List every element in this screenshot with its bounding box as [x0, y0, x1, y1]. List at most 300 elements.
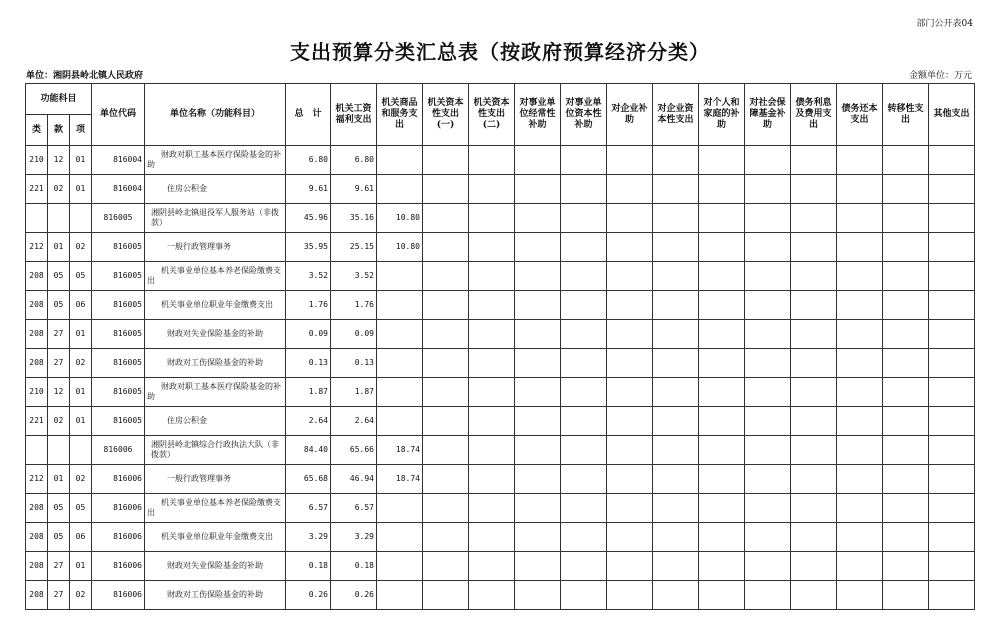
empty-cell: [883, 262, 929, 291]
empty-cell: [423, 233, 469, 262]
unit-name-text: 机关事业单位基本养老保险缴费支出: [147, 266, 281, 285]
empty-cell: [469, 465, 515, 494]
empty-cell: [515, 552, 561, 581]
empty-cell: [837, 291, 883, 320]
total-cell: 9.61: [286, 175, 331, 204]
empty-cell: [515, 407, 561, 436]
xiang-cell: 06: [70, 291, 92, 320]
empty-cell: [561, 581, 607, 610]
empty-cell: [515, 378, 561, 407]
empty-cell: [561, 378, 607, 407]
table-row: [26, 291, 975, 320]
empty-cell: [837, 233, 883, 262]
kuan-cell: 27: [48, 581, 70, 610]
empty-cell: [515, 349, 561, 378]
empty-cell: [561, 552, 607, 581]
empty-cell: [469, 291, 515, 320]
xiang-cell: [70, 436, 92, 465]
xiang-cell: 01: [70, 407, 92, 436]
empty-cell: [653, 320, 699, 349]
table-body: [26, 146, 975, 610]
wage-cell: 0.13: [331, 349, 377, 378]
kuan-cell: 27: [48, 552, 70, 581]
table-row: [26, 378, 975, 407]
empty-cell: [791, 436, 837, 465]
empty-cell: [423, 320, 469, 349]
empty-cell: [791, 349, 837, 378]
unit-name-cell: [145, 523, 286, 552]
table-row: [26, 262, 975, 291]
empty-cell: [469, 378, 515, 407]
header-xiang: 项: [70, 115, 92, 146]
empty-cell: [653, 494, 699, 523]
empty-cell: [745, 494, 791, 523]
empty-cell: [423, 146, 469, 175]
empty-cell: [423, 204, 469, 233]
wage-cell: 3.52: [331, 262, 377, 291]
empty-cell: [515, 581, 561, 610]
empty-cell: [837, 407, 883, 436]
empty-cell: [883, 523, 929, 552]
header-col: 对个人和家庭的补助: [699, 84, 745, 146]
header-col: 对企业资本性支出: [653, 84, 699, 146]
empty-cell: [469, 233, 515, 262]
empty-cell: [837, 465, 883, 494]
empty-cell: [653, 552, 699, 581]
empty-cell: [515, 436, 561, 465]
kuan-cell: [48, 436, 70, 465]
wage-cell: 25.15: [331, 233, 377, 262]
empty-cell: [699, 349, 745, 378]
total-cell: 0.13: [286, 349, 331, 378]
unit-name-cell: 一般行政管理事务: [145, 233, 286, 262]
wage-cell: 2.64: [331, 407, 377, 436]
empty-cell: [607, 175, 653, 204]
empty-cell: [837, 204, 883, 233]
unit-name-text: 机关事业单位基本养老保险缴费支出: [147, 498, 281, 517]
total-cell: 1.87: [286, 378, 331, 407]
empty-cell: [929, 523, 975, 552]
lei-cell: 208: [26, 581, 48, 610]
empty-cell: [699, 581, 745, 610]
empty-cell: [883, 378, 929, 407]
goods-cell: 18.74: [377, 436, 423, 465]
empty-cell: [837, 523, 883, 552]
lei-cell: 208: [26, 494, 48, 523]
goods-cell: [377, 175, 423, 204]
empty-cell: [883, 233, 929, 262]
total-cell: 3.29: [286, 523, 331, 552]
lei-cell: 208: [26, 552, 48, 581]
empty-cell: [423, 523, 469, 552]
empty-cell: [423, 552, 469, 581]
empty-cell: [699, 291, 745, 320]
empty-cell: [929, 436, 975, 465]
empty-cell: [423, 436, 469, 465]
empty-cell: [837, 552, 883, 581]
empty-cell: [699, 378, 745, 407]
empty-cell: [791, 291, 837, 320]
table-row: [26, 407, 975, 436]
amount-unit-label: 金额单位：万元: [908, 71, 972, 81]
lei-cell: 208: [26, 349, 48, 378]
goods-cell: [377, 378, 423, 407]
kuan-cell: 05: [48, 262, 70, 291]
empty-cell: [607, 320, 653, 349]
wage-cell: 9.61: [331, 175, 377, 204]
lei-cell: 210: [26, 378, 48, 407]
unit-name-cell: 一般行政管理事务: [145, 465, 286, 494]
goods-cell: [377, 552, 423, 581]
unit-name-text: 机关事业单位职业年金缴费支出: [161, 300, 273, 309]
empty-cell: [791, 552, 837, 581]
unit-label: 单位：湘阴县岭北镇人民政府: [26, 71, 144, 81]
empty-cell: [699, 320, 745, 349]
empty-cell: [883, 146, 929, 175]
empty-cell: [883, 436, 929, 465]
xiang-cell: 02: [70, 349, 92, 378]
empty-cell: [423, 465, 469, 494]
empty-cell: [791, 494, 837, 523]
empty-cell: [791, 262, 837, 291]
xiang-cell: 01: [70, 552, 92, 581]
lei-cell: 208: [26, 320, 48, 349]
empty-cell: [469, 262, 515, 291]
empty-cell: [791, 465, 837, 494]
empty-cell: [653, 262, 699, 291]
goods-cell: [377, 349, 423, 378]
empty-cell: [423, 175, 469, 204]
empty-cell: [561, 204, 607, 233]
empty-cell: [699, 204, 745, 233]
wage-cell: 0.26: [331, 581, 377, 610]
empty-cell: [883, 320, 929, 349]
empty-cell: [469, 523, 515, 552]
kuan-cell: [48, 204, 70, 233]
kuan-cell: 05: [48, 494, 70, 523]
empty-cell: [791, 146, 837, 175]
unit-name-text: 财政对职工基本医疗保险基金的补助: [147, 150, 281, 169]
empty-cell: [561, 465, 607, 494]
empty-cell: [699, 407, 745, 436]
total-cell: 2.64: [286, 407, 331, 436]
xiang-cell: 02: [70, 581, 92, 610]
empty-cell: [469, 581, 515, 610]
empty-cell: [699, 262, 745, 291]
total-cell: 6.57: [286, 494, 331, 523]
header-col: 对事业单位资本性补助: [561, 84, 607, 146]
empty-cell: [561, 436, 607, 465]
empty-cell: [699, 436, 745, 465]
empty-cell: [515, 233, 561, 262]
empty-cell: [929, 494, 975, 523]
empty-cell: [883, 581, 929, 610]
empty-cell: [745, 291, 791, 320]
empty-cell: [515, 262, 561, 291]
empty-cell: [653, 146, 699, 175]
unit-code-cell: 816006: [92, 494, 145, 523]
kuan-cell: 02: [48, 175, 70, 204]
empty-cell: [607, 291, 653, 320]
empty-cell: [423, 407, 469, 436]
empty-cell: [423, 494, 469, 523]
empty-cell: [607, 523, 653, 552]
total-cell: 35.95: [286, 233, 331, 262]
empty-cell: [929, 349, 975, 378]
goods-cell: [377, 581, 423, 610]
header-col: 机关资本性支出(一): [423, 84, 469, 146]
lei-cell: 221: [26, 175, 48, 204]
goods-cell: 10.80: [377, 233, 423, 262]
empty-cell: [883, 349, 929, 378]
unit-code-cell: 816005: [92, 233, 145, 262]
wage-cell: 6.80: [331, 146, 377, 175]
lei-cell: [26, 204, 48, 233]
kuan-cell: 12: [48, 146, 70, 175]
header-col: 对社会保障基金补助: [745, 84, 791, 146]
empty-cell: [929, 378, 975, 407]
empty-cell: [745, 552, 791, 581]
lei-cell: 212: [26, 465, 48, 494]
goods-cell: [377, 320, 423, 349]
total-cell: 0.26: [286, 581, 331, 610]
empty-cell: [883, 175, 929, 204]
empty-cell: [791, 581, 837, 610]
header-col: 机关工资福利支出: [331, 84, 377, 146]
xiang-cell: 05: [70, 262, 92, 291]
empty-cell: [607, 552, 653, 581]
empty-cell: [561, 494, 607, 523]
unit-code-cell: 816005: [92, 320, 145, 349]
empty-cell: [929, 291, 975, 320]
wage-cell: 46.94: [331, 465, 377, 494]
empty-cell: [883, 407, 929, 436]
xiang-cell: 05: [70, 494, 92, 523]
lei-cell: 208: [26, 291, 48, 320]
empty-cell: [653, 378, 699, 407]
total-cell: 0.18: [286, 552, 331, 581]
empty-cell: [883, 552, 929, 581]
empty-cell: [607, 233, 653, 262]
empty-cell: [515, 320, 561, 349]
lei-cell: 208: [26, 262, 48, 291]
empty-cell: [883, 204, 929, 233]
empty-cell: [699, 494, 745, 523]
table-row: [26, 552, 975, 581]
empty-cell: [837, 436, 883, 465]
goods-cell: [377, 494, 423, 523]
header-col: 机关资本性支出(二): [469, 84, 515, 146]
empty-cell: [515, 204, 561, 233]
lei-cell: [26, 436, 48, 465]
xiang-cell: [70, 204, 92, 233]
kuan-cell: 02: [48, 407, 70, 436]
empty-cell: [561, 233, 607, 262]
goods-cell: [377, 407, 423, 436]
empty-cell: [607, 436, 653, 465]
empty-cell: [469, 146, 515, 175]
empty-cell: [561, 407, 607, 436]
empty-cell: [791, 175, 837, 204]
goods-cell: [377, 262, 423, 291]
empty-cell: [745, 465, 791, 494]
empty-cell: [469, 204, 515, 233]
empty-cell: [653, 175, 699, 204]
total-cell: 3.52: [286, 262, 331, 291]
kuan-cell: 01: [48, 465, 70, 494]
empty-cell: [745, 175, 791, 204]
empty-cell: [423, 378, 469, 407]
xiang-cell: 01: [70, 175, 92, 204]
empty-cell: [745, 523, 791, 552]
empty-cell: [653, 581, 699, 610]
unit-code-cell: 816006: [92, 552, 145, 581]
empty-cell: [929, 407, 975, 436]
empty-cell: [607, 581, 653, 610]
empty-cell: [469, 436, 515, 465]
empty-cell: [837, 262, 883, 291]
lei-cell: 212: [26, 233, 48, 262]
unit-code-cell: 816006: [92, 581, 145, 610]
empty-cell: [561, 523, 607, 552]
header-col: 对企业补助: [607, 84, 653, 146]
goods-cell: 10.80: [377, 204, 423, 233]
empty-cell: [561, 291, 607, 320]
table-row: [26, 436, 975, 465]
empty-cell: [883, 494, 929, 523]
empty-cell: [791, 407, 837, 436]
empty-cell: [607, 465, 653, 494]
empty-cell: [607, 378, 653, 407]
wage-cell: 1.76: [331, 291, 377, 320]
empty-cell: [791, 378, 837, 407]
empty-cell: [837, 378, 883, 407]
table-row: [26, 146, 975, 175]
document-code: 部门公开表04: [916, 19, 973, 29]
xiang-cell: 01: [70, 378, 92, 407]
header-total: 总 计: [286, 84, 331, 146]
empty-cell: [653, 291, 699, 320]
table-row: [26, 320, 975, 349]
empty-cell: [929, 552, 975, 581]
kuan-cell: 01: [48, 233, 70, 262]
empty-cell: [423, 262, 469, 291]
empty-cell: [745, 233, 791, 262]
empty-cell: [929, 146, 975, 175]
table-row: [26, 494, 975, 523]
header-col: 转移性支出: [883, 84, 929, 146]
empty-cell: [653, 204, 699, 233]
empty-cell: [837, 175, 883, 204]
wage-cell: 0.09: [331, 320, 377, 349]
kuan-cell: 05: [48, 291, 70, 320]
empty-cell: [469, 407, 515, 436]
empty-cell: [929, 465, 975, 494]
unit-code-cell: 816005: [92, 204, 145, 233]
kuan-cell: 12: [48, 378, 70, 407]
empty-cell: [837, 349, 883, 378]
lei-cell: 208: [26, 523, 48, 552]
unit-code-cell: 816006: [92, 436, 145, 465]
page-title: 支出预算分类汇总表（按政府预算经济分类）: [290, 40, 710, 64]
empty-cell: [745, 262, 791, 291]
empty-cell: [515, 291, 561, 320]
wage-cell: 0.18: [331, 552, 377, 581]
lei-cell: 210: [26, 146, 48, 175]
empty-cell: [607, 494, 653, 523]
header-col: 其他支出: [929, 84, 975, 146]
empty-cell: [745, 320, 791, 349]
empty-cell: [515, 146, 561, 175]
empty-cell: [607, 262, 653, 291]
goods-cell: [377, 146, 423, 175]
empty-cell: [699, 552, 745, 581]
goods-cell: 18.74: [377, 465, 423, 494]
unit-name-cell: 湘阴县岭北镇综合行政执法大队（非拨款）: [145, 436, 286, 465]
empty-cell: [929, 233, 975, 262]
table-row: [26, 465, 975, 494]
wage-cell: 35.16: [331, 204, 377, 233]
empty-cell: [929, 581, 975, 610]
lei-cell: 221: [26, 407, 48, 436]
header-kuan: 款: [48, 115, 70, 146]
unit-name-cell: 财政对工伤保险基金的补助: [145, 581, 286, 610]
unit-code-cell: 816004: [92, 146, 145, 175]
empty-cell: [745, 378, 791, 407]
wage-cell: 65.66: [331, 436, 377, 465]
empty-cell: [469, 320, 515, 349]
total-cell: 0.09: [286, 320, 331, 349]
unit-name-cell: 住房公积金: [145, 175, 286, 204]
header-lei: 类: [26, 115, 48, 146]
table-row: [26, 523, 975, 552]
unit-name-cell: 住房公积金: [145, 407, 286, 436]
empty-cell: [929, 204, 975, 233]
empty-cell: [653, 523, 699, 552]
unit-name-cell: 湘阴县岭北镇退役军人服务站（非拨款）: [145, 204, 286, 233]
empty-cell: [653, 349, 699, 378]
empty-cell: [607, 407, 653, 436]
total-cell: 65.68: [286, 465, 331, 494]
empty-cell: [791, 233, 837, 262]
empty-cell: [791, 523, 837, 552]
empty-cell: [791, 320, 837, 349]
wage-cell: 1.87: [331, 378, 377, 407]
header-col: 债务还本支出: [837, 84, 883, 146]
empty-cell: [745, 349, 791, 378]
header-unit-name: 单位名称（功能科目）: [145, 84, 286, 146]
unit-code-cell: 816006: [92, 523, 145, 552]
wage-cell: 3.29: [331, 523, 377, 552]
empty-cell: [929, 320, 975, 349]
table-row: [26, 204, 975, 233]
empty-cell: [469, 494, 515, 523]
unit-name-cell: [145, 262, 286, 291]
empty-cell: [837, 146, 883, 175]
unit-code-cell: 816005: [92, 407, 145, 436]
empty-cell: [561, 349, 607, 378]
wage-cell: 6.57: [331, 494, 377, 523]
empty-cell: [929, 262, 975, 291]
empty-cell: [883, 465, 929, 494]
empty-cell: [883, 291, 929, 320]
empty-cell: [837, 494, 883, 523]
empty-cell: [699, 233, 745, 262]
budget-table: [25, 83, 975, 610]
empty-cell: [745, 204, 791, 233]
empty-cell: [469, 552, 515, 581]
empty-cell: [423, 581, 469, 610]
